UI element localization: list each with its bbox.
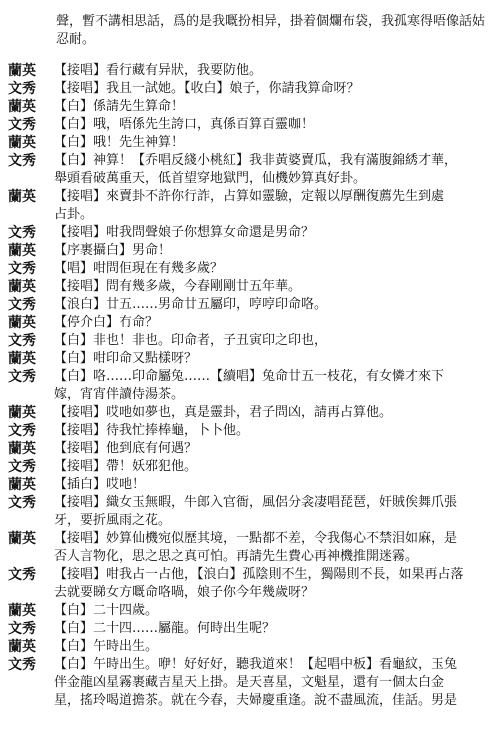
dialogue-line: [0, 152, 500, 188]
speaker-name: 文秀: [8, 423, 36, 439]
speaker-name: 蘭英: [8, 189, 36, 205]
dialogue-line: [0, 656, 500, 710]
dialogue-text-line: 牙，要折風雨之花。: [54, 513, 172, 528]
dialogue-text-line: 【接唱】我且一試她。【收白】娘子，你請我算命呀？: [54, 81, 360, 96]
speaker-name: 文秀: [8, 567, 36, 583]
dialogue-text-line: 【停介白】冇命？: [54, 315, 159, 330]
dialogue-text: [54, 530, 490, 566]
speaker-name: 蘭英: [8, 405, 36, 421]
dialogue-line: [0, 620, 500, 638]
dialogue-text-line: 【接唱】帶！妖邪犯他。: [54, 459, 198, 474]
dialogue-line: [0, 530, 500, 566]
dialogue-text-line: 舉頭看破萬重天，低首望穿地獄門，仙機妙算真好卦。: [54, 171, 367, 186]
dialogue-line: [0, 260, 500, 278]
speaker-name: 文秀: [8, 459, 36, 475]
dialogue-text-line: 【接唱】問有幾多歲，今春剛剛廿五年華。: [54, 279, 302, 294]
dialogue-text-line: 【接唱】咁我問聲娘子你想算女命還是男命？: [54, 225, 315, 240]
dialogue-text: [54, 98, 490, 116]
dialogue-line: [0, 368, 500, 404]
dialogue-text-line: 【白】午時出生。咿！好好好，聽我道來！【起唱中板】看龜紋，玉兔: [54, 657, 458, 672]
dialogue-text: [54, 404, 490, 422]
dialogue-text: [54, 494, 490, 530]
dialogue-text: [54, 80, 490, 98]
dialogue-text: [54, 152, 490, 188]
speaker-name: 蘭英: [8, 315, 36, 331]
dialogue-text: [54, 620, 490, 638]
dialogue-text: [54, 458, 490, 476]
dialogue-text-line: 伴金龍凶星霧裹藏吉星天上掛。是天喜星，文魁星，還有一個太白金: [54, 675, 445, 690]
dialogue-line: [0, 134, 500, 152]
dialogue-line: [0, 116, 500, 134]
dialogue-line: [0, 638, 500, 656]
dialogue-text-line: 【浪白】廿五……男命廿五屬印，哼哼印命咯。: [54, 297, 328, 312]
dialogue-text-line: 【接唱】待我忙捧棒龜，卜卜他。: [54, 423, 250, 438]
dialogue-text: [54, 602, 490, 620]
dialogue-text: [54, 332, 490, 350]
dialogue-text: [54, 242, 490, 260]
speaker-name: 蘭英: [8, 351, 36, 367]
speaker-name: 文秀: [8, 297, 36, 313]
dialogue-text: [54, 224, 490, 242]
dialogue-text-line: 占卦。: [54, 207, 94, 222]
dialogue-text-line: 【白】二十四……屬龍。何時出生呢？: [54, 621, 276, 636]
dialogue-text-line: 【接唱】他到底有何遇？: [54, 441, 198, 456]
speaker-name: 蘭英: [8, 279, 36, 295]
speaker-name: 蘭英: [8, 477, 36, 493]
dialogue-line: [0, 440, 500, 458]
dialogue-line: [0, 422, 500, 440]
speaker-name: 蘭英: [8, 603, 36, 619]
dialogue-text-line: 【接唱】織女玉無暇，牛郎入官衙，風侶分衾凄唱琵琶，奸賊俟舞爪張: [54, 495, 458, 510]
dialogue-text-line: 【白】哦，唔係先生誇口，真係百算百靈咖！: [54, 117, 315, 132]
dialogue-text-line: 星，搖玲喝道擔茶。就在今春，夫婦慶重逢。說不盡風流，佳話。男是: [54, 693, 458, 708]
dialogue-line: [0, 278, 500, 296]
dialogue-text-line: 【接唱】妙算仙機宛似歷其境，一點都不差，令我傷心不禁泪如麻，是: [54, 531, 458, 546]
dialogue-text: [54, 314, 490, 332]
speaker-name: 文秀: [8, 333, 36, 349]
dialogue-text-line: 【白】二十四歲。: [54, 603, 159, 618]
dialogue-text: [54, 422, 490, 440]
dialogue-text: [54, 656, 490, 710]
dialogue-line: [0, 188, 500, 224]
speaker-name: 文秀: [8, 369, 36, 385]
dialogue-text-line: 【白】神算！【乔唱反綫小桃紅】我非黃婆賣瓜，我有滿腹錦綉才華，: [54, 153, 458, 168]
dialogue-text-line: 【白】咯……印命屬兔……【續唱】兔命廿五一枝花，有女憐才來下: [54, 369, 445, 384]
speaker-name: 文秀: [8, 495, 36, 511]
dialogue-text: [54, 62, 490, 80]
speaker-name: 蘭英: [8, 243, 36, 259]
dialogue-text-line: 【白】非也！非也。印命者，子丑寅印之印也，: [54, 333, 328, 348]
dialogue-text-line: 【白】午時出生。: [54, 639, 159, 654]
speaker-name: 蘭英: [8, 639, 36, 655]
dialogue-line: [0, 98, 500, 116]
speaker-name: 蘭英: [8, 531, 36, 547]
speaker-name: 文秀: [8, 153, 36, 169]
dialogue-text: [54, 566, 490, 602]
intro-text: [56, 13, 492, 49]
dialogue-text: [54, 350, 490, 368]
speaker-name: 蘭英: [8, 63, 36, 79]
dialogue-text-line: 否人言物化，思之思之真可怕。再請先生費心再神機推開迷霧。: [54, 549, 419, 564]
dialogue-text-line: 去就要睇女方嘅命咯喎，娘子你今年幾歲呀？: [54, 585, 315, 600]
dialogue-text-line: 【唱】咁問佢現在有幾多歲？: [54, 261, 224, 276]
dialogue-line: [0, 602, 500, 620]
dialogue-line: [0, 62, 500, 80]
dialogue-line: [0, 494, 500, 530]
intro-line: 聲，暫不講相思話，爲的是我嘅扮相异，掛着個爛布袋，我孤寒得唔像話姑忍耐。: [56, 14, 486, 47]
dialogue-line: [0, 314, 500, 332]
dialogue-text-line: 嫁，宵宵伴讀侍湯茶。: [54, 387, 185, 402]
dialogue-text: [54, 440, 490, 458]
speaker-name: 蘭英: [8, 135, 36, 151]
dialogue-text: [54, 638, 490, 656]
dialogue-line: [0, 224, 500, 242]
speaker-name: 蘭英: [8, 441, 36, 457]
dialogue-line: [0, 404, 500, 422]
dialogue-line: [0, 566, 500, 602]
speaker-name: 蘭英: [8, 99, 36, 115]
dialogue-text-line: 【序裹攝白】男命！: [54, 243, 172, 258]
speaker-name: 文秀: [8, 225, 36, 241]
dialogue-line: [0, 476, 500, 494]
dialogue-line: [0, 242, 500, 260]
dialogue-text: [54, 278, 490, 296]
dialogue-text: [54, 134, 490, 152]
dialogue-text: [54, 368, 490, 404]
dialogue-text-line: 【白】哦！先生神算！: [54, 135, 185, 150]
dialogue-text-line: 【接唱】來賣卦不許你行詐，占算如靈驗，定報以厚酬復薦先生到處: [54, 189, 445, 204]
dialogue-text-line: 【接唱】咁我占一占他，【浪白】孤陰則不生，獨陽則不長，如果再占落: [54, 567, 464, 582]
dialogue-text-line: 【插白】哎吔！: [54, 477, 146, 492]
dialogue-text-line: 【接唱】哎吔如夢也，真是靈卦，君子問凶，請再占算他。: [54, 405, 393, 420]
speaker-name: 文秀: [8, 117, 36, 133]
dialogue-text: [54, 188, 490, 224]
speaker-name: 文秀: [8, 657, 36, 673]
speaker-name: 文秀: [8, 261, 36, 277]
dialogue-text-line: 【接唱】看行藏有异狀，我要防他。: [54, 63, 263, 78]
dialogue-text-line: 【白】係請先生算命！: [54, 99, 185, 114]
dialogue-line: [0, 80, 500, 98]
speaker-name: 文秀: [8, 621, 36, 637]
dialogue-text: [54, 296, 490, 314]
dialogue-text: [54, 116, 490, 134]
dialogue-list: [0, 62, 500, 710]
dialogue-text-line: 【白】咁印命又點樣呀？: [54, 351, 198, 366]
dialogue-line: [0, 350, 500, 368]
speaker-name: 文秀: [8, 81, 36, 97]
dialogue-line: [0, 458, 500, 476]
dialogue-text: [54, 260, 490, 278]
dialogue-line: [0, 296, 500, 314]
dialogue-line: [0, 332, 500, 350]
dialogue-text: [54, 476, 490, 494]
